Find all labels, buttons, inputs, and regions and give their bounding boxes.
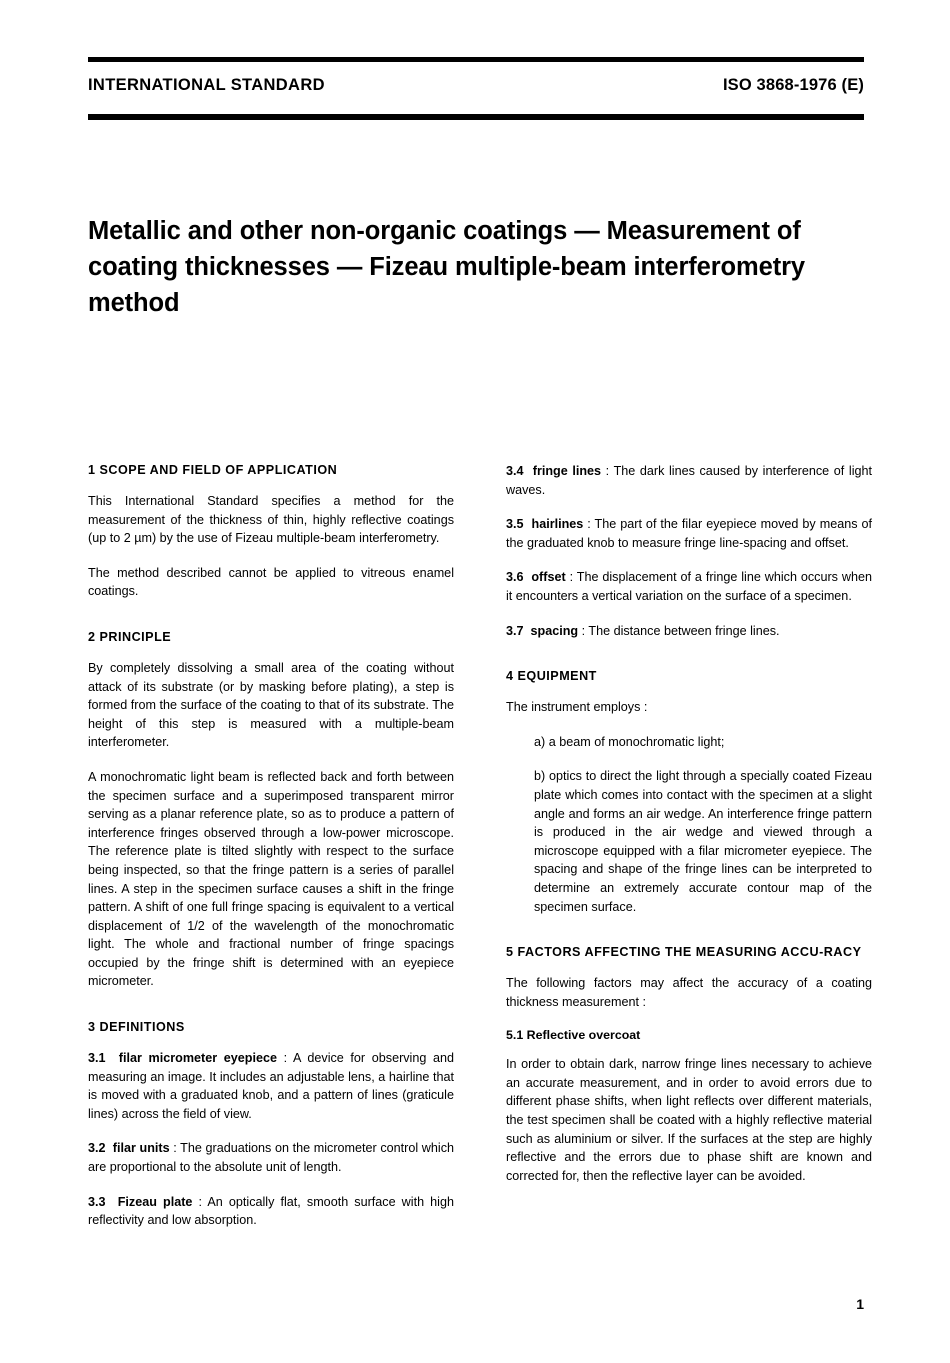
section-1-paragraph-1: This International Standard specifies a method for the measurement of the thickness of thin, highly reflective coatings (up to 2 µm) by the use of Fizeau multiple-beam interferometry. [88,494,454,546]
definition-3-4-number: 3.4 [506,464,524,478]
equipment-list-item-b: b) optics to direct the light through a specially coated Fizeau plate which comes into contact with the specimen at a slight angle and forms an air wedge. An interference fringe pattern is produced in the air wedge and viewed through a microscope equipped with a filar micrometer eyepiece. The spacing and shape of the fringe lines can be interpreted to determine an extremely accurate contour map of the specimen surface. [534,769,872,914]
definition-3-3-text: : An optically flat, smooth surface with high reflectivity and low absorption. [88,1194,454,1228]
definition-3-2-number: 3.2 [88,1141,106,1156]
section-heading-2: 2 PRINCIPLE [88,629,172,644]
section-heading-4: 4 EQUIPMENT [506,669,597,684]
definition-3-7-term: spacing [530,623,579,638]
section-5-paragraph-1: The following factors may affect the accuracy of a coating thickness measurement : [506,976,872,1009]
definition-3-4-text: : The dark lines caused by interference of light waves. [506,464,873,497]
definition-3-1-term: filar micrometer eyepiece [118,1051,277,1066]
body-columns [88,462,872,1292]
definition-3-2-term: filar units [112,1141,170,1156]
definition-3-3 [88,1193,454,1230]
definition-3-1-text: : A device for observing and measuring an image. It includes an adjustable lens, a hairline that is moved with a graduated knob, and a pattern of lines (graticule lines) across the field of view. [88,1051,455,1121]
page-title: Metallic and other non-organic coatings — Measurement of coating thicknesses — Fizeau multiple-beam interferometry method [88,217,805,318]
left-column [88,462,454,1230]
definition-3-6-number: 3.6 [506,570,524,585]
definition-3-6-text: : The displacement of a fringe line which occurs when it encounters a vertical variation on the surface of a specimen. [506,570,872,603]
section-2-paragraph-1: By completely dissolving a small area of the coating without attack of its substrate (or by masking before plating), a step is formed from the surface of the coating to that of its substrate. The height of this step is measured with a multiple-beam interferometer. [88,660,454,750]
subsection-5-1-paragraph-1: In order to obtain dark, narrow fringe lines necessary to achieve an accurate measurement, and in order to avoid errors due to different phase shifts, when light reflects over different materials, the test specimen shall be coated with a highly reflective material such as aluminium or silver. If the surfaces at the step are highly reflective and the errors due to phase shift are known and corrected for, then the reflective layer can be avoided. [506,1057,872,1183]
section-4-paragraph-1: The instrument employs : [506,700,648,715]
section-1-paragraph-2: The method described cannot be applied to vitreous enamel coatings. [88,565,454,599]
header-standard-number: ISO 3868-1976 (E) [722,76,864,94]
definition-3-4-term: fringe lines [532,464,602,478]
definition-3-2-text: : The graduations on the micrometer control which are proportional to the absolute unit of length. [88,1141,454,1175]
definition-3-1 [88,1049,454,1123]
definition-3-5 [506,515,872,552]
equipment-list-item-a: a) a beam of monochromatic light; [534,734,725,749]
definition-3-5-number: 3.5 [506,517,524,532]
definition-3-6-term: offset [531,570,566,585]
subsection-heading-5-1: 5.1 Reflective overcoat [506,1028,641,1043]
header-rule-top [88,57,864,62]
definition-3-3-number: 3.3 [88,1194,106,1209]
definition-3-7-number: 3.7 [506,623,524,638]
definition-3-5-text: : The part of the filar eyepiece moved by means of the graduated knob to measure fringe line-spacing and offset. [506,517,872,550]
definition-3-7-text: : The distance between fringe lines. [578,623,780,638]
definition-3-2 [88,1139,454,1176]
section-heading-3: 3 DEFINITIONS [88,1020,185,1035]
page-number: 1 [856,1296,864,1312]
definition-3-5-term: hairlines [531,517,584,532]
header-rule-bottom [88,114,864,120]
section-heading-1: 1 SCOPE AND FIELD OF APPLICATION [88,463,338,477]
definition-3-4 [506,462,872,499]
section-heading-5: 5 FACTORS AFFECTING THE MEASURING ACCU-RACY [506,945,862,960]
definition-3-6 [506,568,872,605]
definition-3-3-term: Fizeau plate [117,1194,193,1209]
definition-3-7 [506,622,872,641]
header-title-left: INTERNATIONAL STANDARD [88,76,325,94]
document-header [88,76,864,102]
definition-3-1-number: 3.1 [88,1051,106,1066]
section-2-paragraph-2: A monochromatic light beam is reflected back and forth between the specimen surface and a superimposed transparent mirror serving as a planar reference plate, so as to produce a pattern of interference fringes observed through a low-power microscope. The reference plate is tilted slightly with respect to the surface being inspected, so that the fringe pattern is a series of parallel lines. A step in the specimen surface causes a shift in the fringe pattern. A shift of one full fringe spacing is equivalent to a vertical displacement of 1/2 of the wavelength of the monochromatic light. The whole and fractional number of fringe spacings occupied by the fringe shift is determined with an eyepiece micrometer. [88,769,454,989]
right-column [506,462,872,1185]
